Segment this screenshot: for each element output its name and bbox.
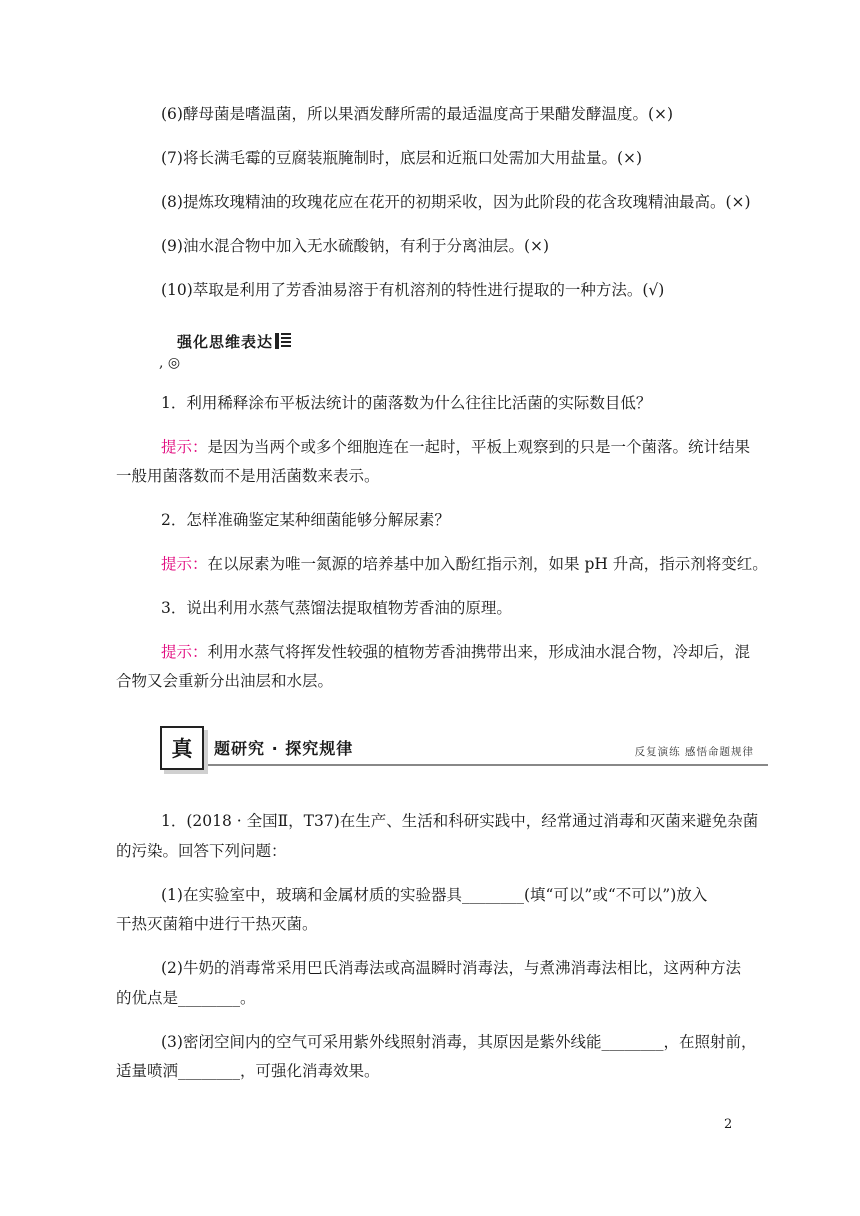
problem-part-3-line-2: 适量喷洒________，可强化消毒效果。 xyxy=(116,1062,380,1080)
hint-label: 提示： xyxy=(161,555,208,573)
statement-6: (6)酵母菌是嗜温菌，所以果酒发酵所需的最适温度高于果醋发酵温度。(×) xyxy=(161,105,674,123)
answer-2: 提示：在以尿素为唯一氮源的培养基中加入酚红指示剂，如果 pH 升高，指示剂将变红。 xyxy=(161,555,768,573)
section-mark: , ◎ xyxy=(159,355,181,371)
problem-part-1-line-2: 干热灭菌箱中进行干热灭菌。 xyxy=(116,915,318,933)
answer-1-line-2: 一般用菌落数而不是用活菌数来表示。 xyxy=(116,467,380,485)
problem-part-2-line-1: (2)牛奶的消毒常采用巴氏消毒法或高温瞬时消毒法，与煮沸消毒法相比，这两种方法 xyxy=(161,959,741,977)
problem-intro-line-1: 1．(2018 · 全国Ⅱ，T37)在生产、生活和科研实践中，经常通过消毒和灭菌来避免杂菌 xyxy=(161,812,759,830)
problem-intro-line-2: 的污染。回答下列问题： xyxy=(116,842,287,860)
research-section-header xyxy=(160,726,768,774)
hint-label: 提示： xyxy=(161,643,208,661)
statement-10: (10)萃取是利用了芳香油易溶于有机溶剂的特性进行提取的一种方法。(√) xyxy=(161,281,665,299)
hint-label: 提示： xyxy=(161,438,208,456)
research-section-subtitle: 反复演练 感悟命题规律 xyxy=(634,746,754,758)
question-1: 1．利用稀释涂布平板法统计的菌落数为什么往往比活菌的实际数目低？ xyxy=(161,394,652,412)
statement-8: (8)提炼玫瑰精油的玫瑰花应在花开的初期采收，因为此阶段的花含玫瑰精油最高。(×) xyxy=(161,193,751,211)
statement-9: (9)油水混合物中加入无水硫酸钠，有利于分离油层。(×) xyxy=(161,237,550,255)
section-divider xyxy=(208,764,768,766)
statement-7: (7)将长满毛霉的豆腐装瓶腌制时，底层和近瓶口处需加大用盐量。(×) xyxy=(161,149,643,167)
problem-part-2-line-2: 的优点是________。 xyxy=(116,989,256,1007)
problem-part-1-line-1: (1)在实验室中，玻璃和金属材质的实验器具________(填“可以”或“不可以”)放入 xyxy=(161,886,708,904)
zhen-badge: 真 xyxy=(160,726,204,770)
think-section-title: 强化思维表达 xyxy=(177,332,274,351)
question-2: 2．怎样准确鉴定某种细菌能够分解尿素？ xyxy=(161,511,450,529)
research-section-title: 题研究 · 探究规律 xyxy=(214,739,354,758)
page-number: 2 xyxy=(724,1117,733,1132)
question-3: 3．说出利用水蒸气蒸馏法提取植物芳香油的原理。 xyxy=(161,599,512,617)
problem-part-3-line-1: (3)密闭空间内的空气可采用紫外线照射消毒，其原因是紫外线能________，在照射前， xyxy=(161,1033,757,1051)
think-section-badge xyxy=(177,330,291,352)
answer-3-line-1: 提示：利用水蒸气将挥发性较强的植物芳香油携带出来，形成油水混合物，冷却后，混 xyxy=(161,643,751,661)
exclamation-icon xyxy=(275,333,279,349)
answer-1-line-1: 提示：是因为当两个或多个细胞连在一起时，平板上观察到的只是一个菌落。统计结果 xyxy=(161,438,751,456)
answer-3-line-2: 合物又会重新分出油层和水层。 xyxy=(116,672,334,690)
bars-icon xyxy=(281,333,291,349)
